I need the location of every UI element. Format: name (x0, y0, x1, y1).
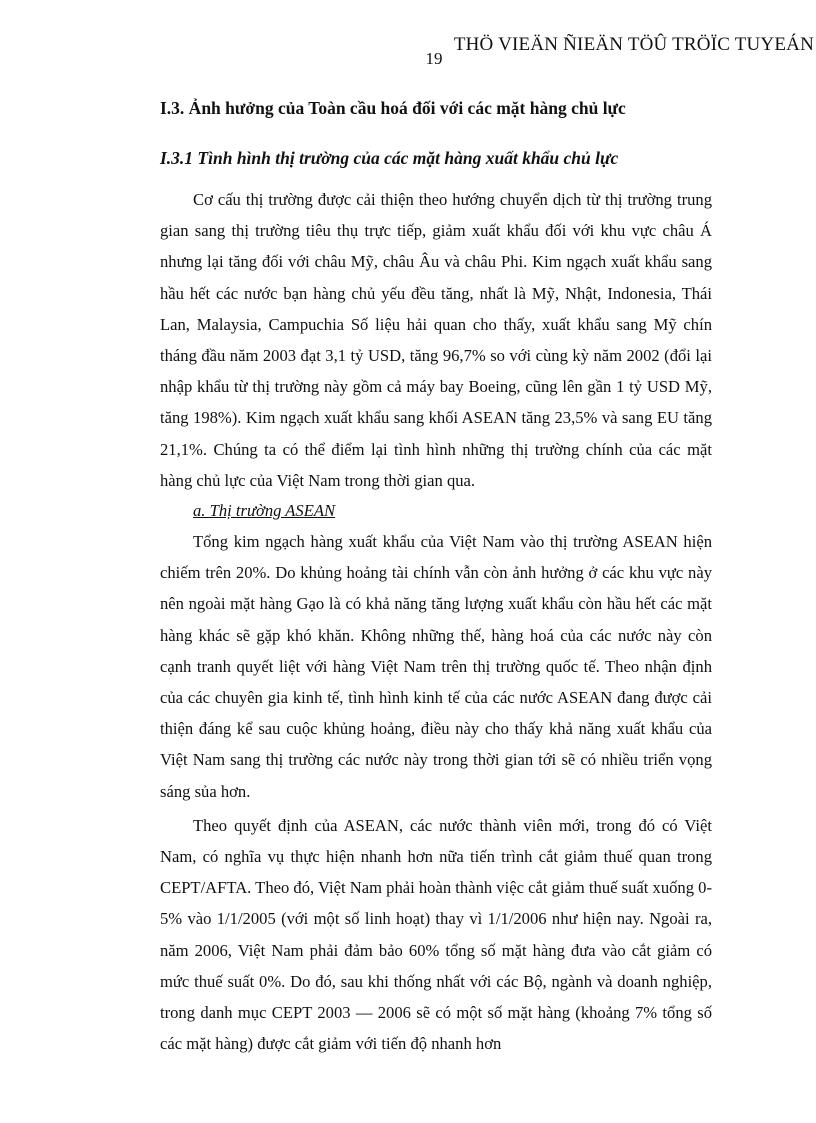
market-heading-asean: a. Thị trường ASEAN (193, 501, 336, 521)
document-body (160, 96, 712, 1059)
subsection-heading: I.3.1 Tình hình thị trường của các mặt hàng xuất khẩu chủ lực (160, 148, 619, 168)
section-heading: I.3. Ảnh hưởng của Toàn cầu hoá đối với các mặt hàng chủ lực (160, 98, 626, 118)
paragraph-asean-tariff: Theo quyết định của ASEAN, các nước thành viên mới, trong đó có Việt Nam, có nghĩa vụ thực hiện nhanh hơn nữa tiến trình cắt giảm thuế quan trong CEPT/AFTA. Theo đó, Việt Nam phải hoàn thành việc cắt giảm thuế suất xuống 0-5% vào 1/1/2005 (với một số linh hoạt) thay vì 1/1/2006 như hiện nay. Ngoài ra, năm 2006, Việt Nam phải đảm bảo 60% tổng số mặt hàng đưa vào cắt giảm có mức thuế suất 0%. Do đó, sau khi thống nhất với các Bộ, ngành và doanh nghiệp, trong danh mục CEPT 2003 — 2006 sẽ có một số mặt hàng (khoảng 7% tổng số các mặt hàng) được cắt giảm với tiến độ nhanh hơn (160, 815, 712, 1054)
library-header-title: THÖ VIEÄN ÑIEÄN TÖÛ TRÖÏC TUYEÁN (453, 34, 814, 55)
paragraph-market-structure: Cơ cấu thị trường được cải thiện theo hướng chuyển dịch từ thị trường trung gian sang thị trường tiêu thụ trực tiếp, giảm xuất khẩu đối với khu vực châu Á nhưng lại tăng đối với châu Mỹ, châu Âu và châu Phi. Kim ngạch xuất khẩu sang hầu hết các nước bạn hàng chủ yếu đều tăng, nhất là Mỹ, Nhật, Indonesia, Thái Lan, Malaysia, Campuchia Số liệu hải quan cho thấy, xuất khẩu sang Mỹ chín tháng đầu năm 2003 đạt 3,1 tỷ USD, tăng 96,7% so với cùng kỳ năm 2002 (đổi lại nhập khẩu từ thị trường này gồm cả máy bay Boeing, cũng lên gần 1 tỷ USD Mỹ, tăng 198%). Kim ngạch xuất khẩu sang khối ASEAN tăng 23,5% và sang EU tăng 21,1%. Chúng ta có thể điểm lại tình hình những thị trường chính của các mặt hàng chủ lực của Việt Nam trong thời gian qua. (160, 190, 712, 490)
paragraph-asean-export: Tổng kim ngạch hàng xuất khẩu của Việt Nam vào thị trường ASEAN hiện chiếm trên 20%. Do khủng hoảng tài chính vẫn còn ảnh hưởng ở các khu vực này nên ngoài mặt hàng Gạo là có khả năng tăng lượng xuất khẩu còn hầu hết các mặt hàng khác sẽ gặp khó khăn. Không những thế, hàng hoá của các nước này còn cạnh tranh quyết liệt với hàng Việt Nam trên thị trường quốc tế. Theo nhận định của các chuyên gia kinh tế, tình hình kinh tế của các nước ASEAN đang được cải thiện đáng kể sau cuộc khủng hoảng, điều này cho thấy khả năng xuất khẩu của Việt Nam sang thị trường các nước này trong thời gian tới sẽ có nhiều triển vọng sáng sủa hơn. (160, 532, 712, 801)
page-number: 19 (425, 49, 443, 68)
